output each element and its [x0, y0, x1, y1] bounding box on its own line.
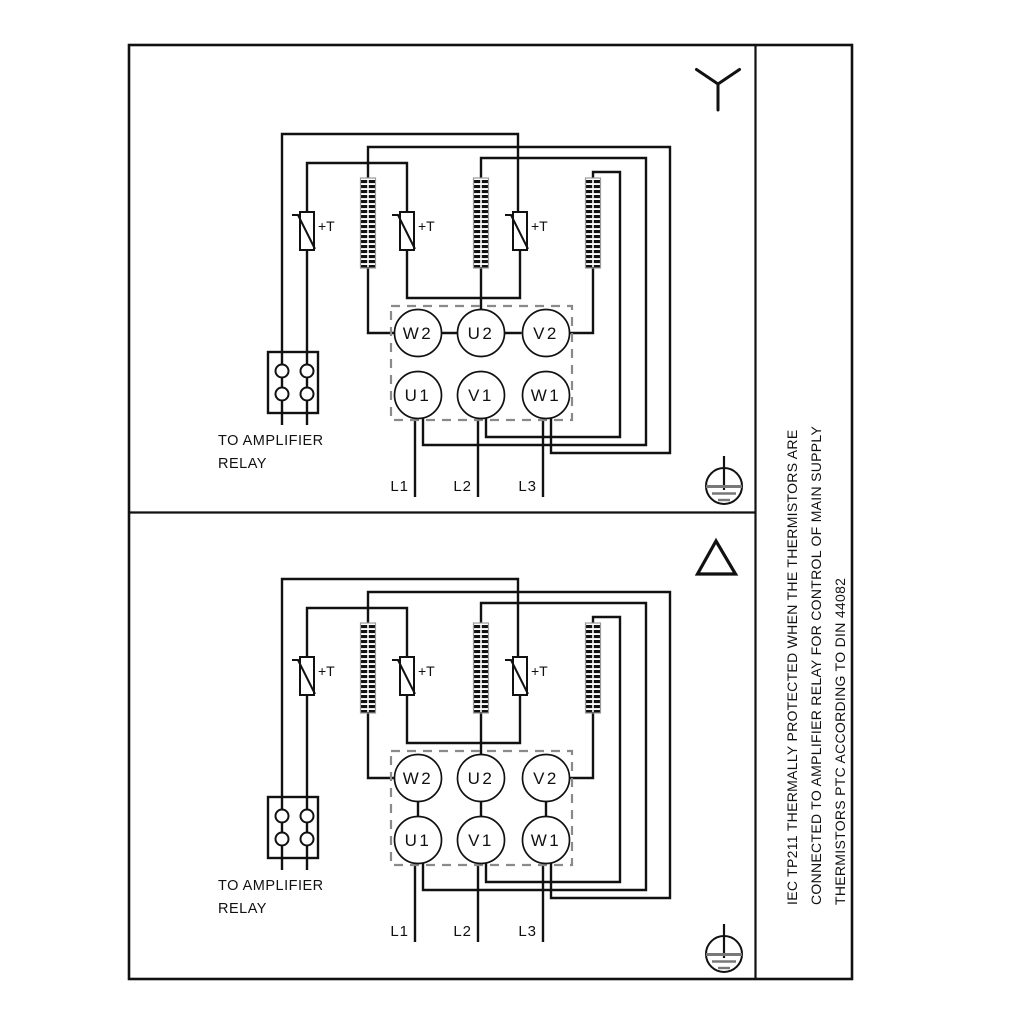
star-panel — [218, 70, 742, 505]
side-note — [784, 426, 848, 905]
star-symbol-icon — [697, 70, 740, 111]
delta-panel — [218, 541, 742, 972]
side-note-line2: CONNECTED TO AMPLIFIER RELAY FOR CONTROL OF MAIN SUPPLY — [808, 425, 824, 905]
side-note-line3: THERMISTORS PTC ACCORDING TO DIN 44082 — [832, 577, 848, 905]
delta-symbol-icon — [698, 541, 736, 574]
side-note-line1: IEC TP211 THERMALLY PROTECTED WHEN THE THERMISTORS ARE — [784, 429, 800, 905]
delta-terminal-links — [418, 802, 546, 817]
